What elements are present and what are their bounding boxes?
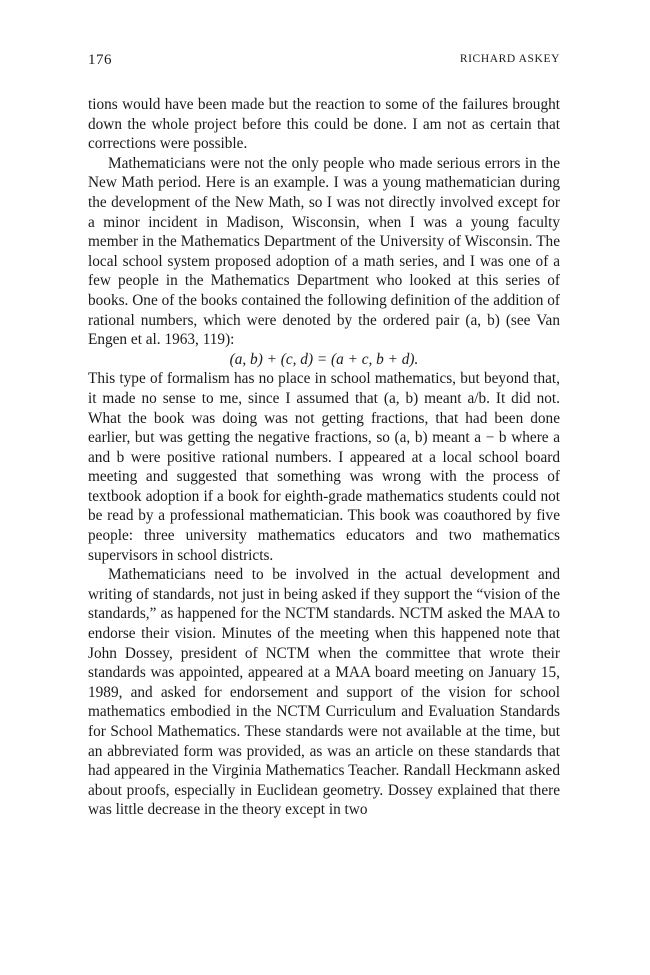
- paragraph-4: Mathematicians need to be involved in the actual development and writing of standards, not just in being asked if they support the “vision of the standards,” as happened for the NCTM standards. NCTM asked the MAA to endorse their vision. Minutes of the meeting when this happened note that John Dossey, president of NCTM when the committee that wrote their standards was appointed, appeared at a MAA board meeting on January 15, 1989, and asked for endorsement and support of the vision for school mathematics embodied in the NCTM Curriculum and Evaluation Standards for School Mathematics. These standards were not available at the time, but an abbreviated form was provided, as was an article on these standards that had appeared in the Virginia Mathematics Teacher. Randall Heckmann asked about proofs, especially in Euclidean geometry. Dossey explained that there was little decrease in the theory except in two: [88, 566, 560, 819]
- equation: (a, b) + (c, d) = (a + c, b + d).: [229, 350, 419, 368]
- page-number: 176: [88, 52, 112, 68]
- paragraph-1: tions would have been made but the reaction to some of the failures brought down the whole project before this could be done. I am not as certain that corrections were possible.: [88, 96, 560, 153]
- running-head: [88, 52, 560, 70]
- running-head-author: RICHARD ASKEY: [459, 53, 560, 65]
- paragraph-2: Mathematicians were not the only people who made serious errors in the New Math period. Here is an example. I was a young mathematician during the development of the New Math, so I was not directly involved except for a minor incident in Madison, Wisconsin, when I was a young faculty member in the Mathematics Department of the University of Wisconsin. The local school system proposed adoption of a math series, and I was one of a few people in the Mathematics Department who looked at this series of books. One of the books contained the following definition of the addition of rational numbers, which were denoted by the ordered pair (a, b) (see Van Engen et al. 1963, 119):: [88, 154, 560, 349]
- body-text: [88, 95, 560, 820]
- paragraph-3: This type of formalism has no place in school mathematics, but beyond that, it made no sense to me, since I assumed that (a, b) meant a/b. It did not. What the book was doing was not getting fractions, that had been done earlier, but was getting the negative fractions, so (a, b) meant a − b where a and b were positive rational numbers. I appeared at a local school board meeting and suggested that something was wrong with the process of textbook adoption if a book for eighth-grade mathematics students could not be read by a professional mathematician. This book was coauthored by five people: three university mathematics educators and two mathematics supervisors in school districts.: [88, 370, 560, 564]
